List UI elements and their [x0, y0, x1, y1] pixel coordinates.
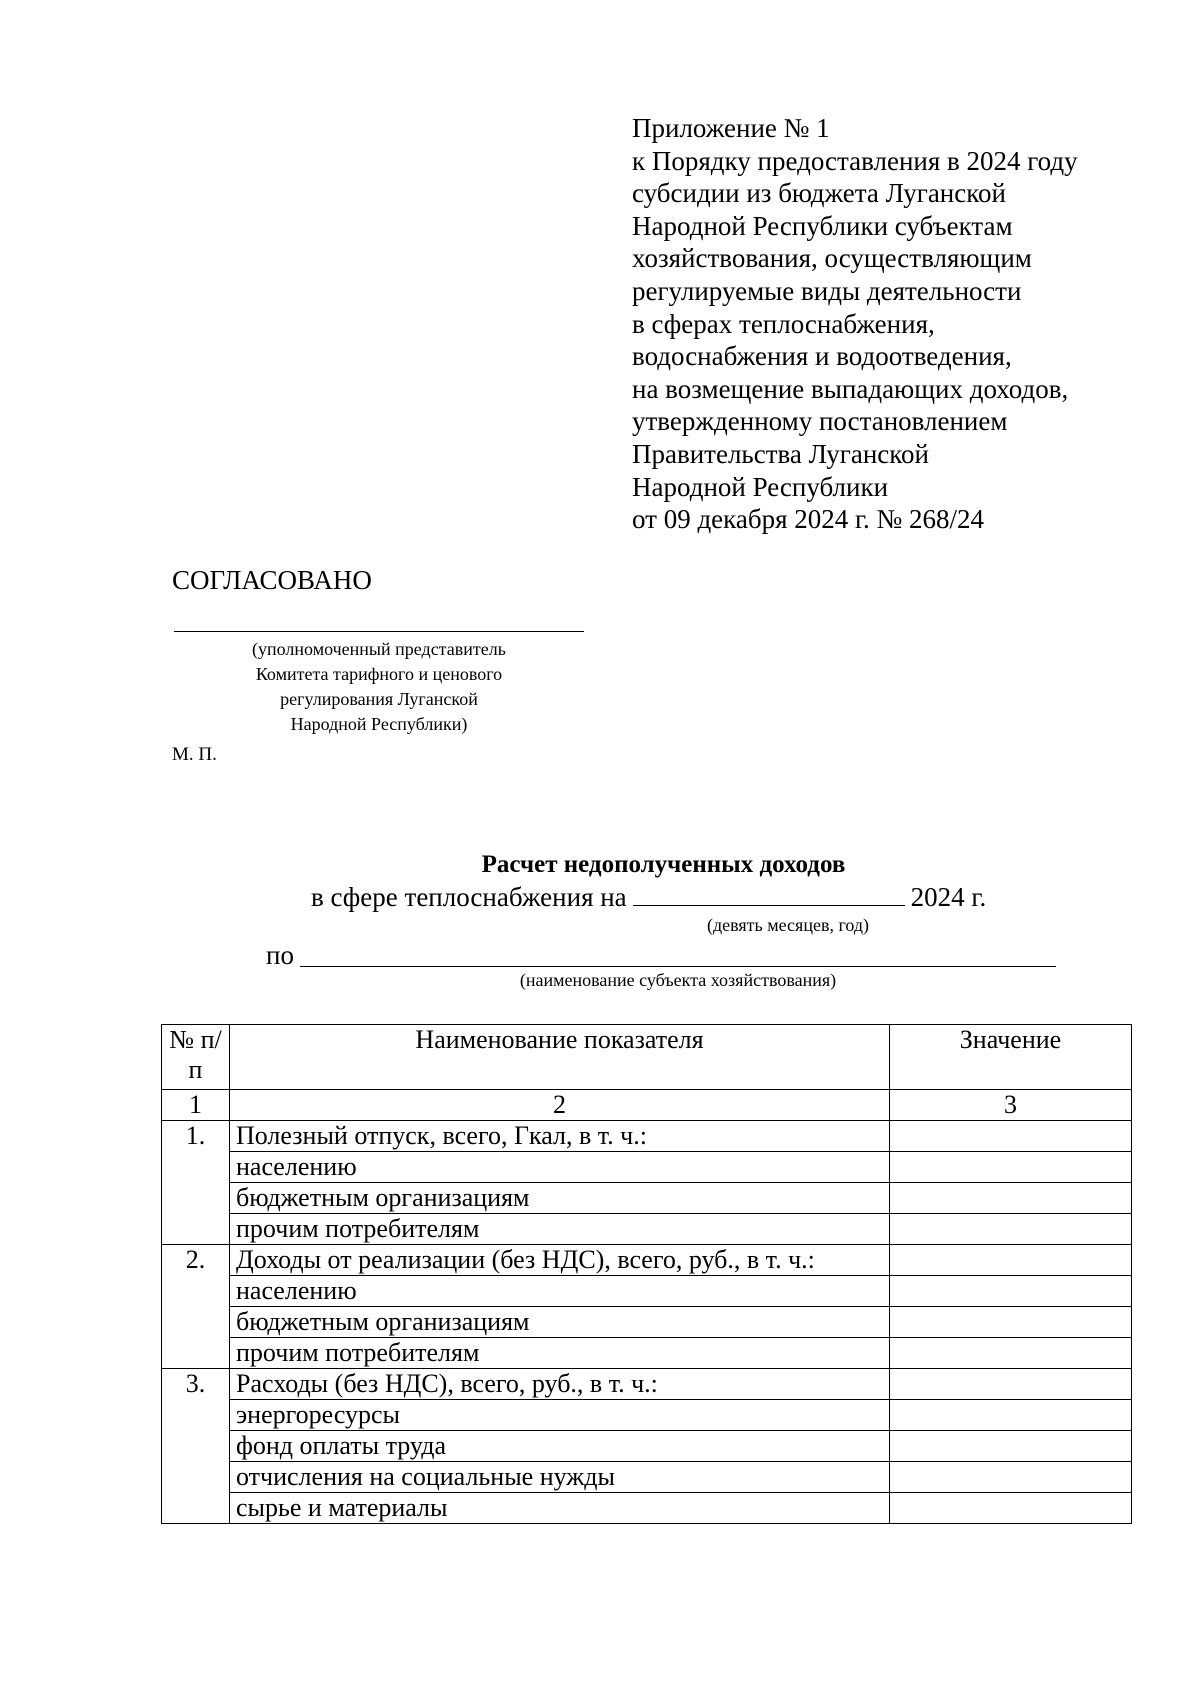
table-row — [162, 1307, 1132, 1338]
entity-label: по — [266, 940, 294, 970]
signature-caption — [174, 637, 584, 737]
indicator-cell: Полезный отпуск, всего, Гкал, в т. ч.: — [230, 1121, 890, 1152]
value-cell[interactable] — [890, 1431, 1132, 1462]
value-cell[interactable] — [890, 1121, 1132, 1152]
appendix-line: Приложение № 1 — [632, 113, 830, 143]
table-row — [162, 1462, 1132, 1493]
value-cell[interactable] — [890, 1493, 1132, 1524]
header-value: Значение — [890, 1025, 1132, 1090]
period-line — [311, 882, 986, 913]
row-number: 2. — [162, 1245, 230, 1369]
value-cell[interactable] — [890, 1400, 1132, 1431]
calculation-table — [161, 1024, 1132, 1524]
indicator-cell: сырье и материалы — [230, 1493, 890, 1524]
appendix-line: утвержденному постановлением — [632, 406, 1008, 437]
table-row — [162, 1369, 1132, 1400]
period-prefix: в сфере теплоснабжения на — [311, 882, 627, 912]
header-indicator: Наименование показателя — [230, 1025, 890, 1090]
value-cell[interactable] — [890, 1338, 1132, 1369]
indicator-cell: бюджетным организациям — [230, 1183, 890, 1214]
indicator-cell: энергоресурсы — [230, 1400, 890, 1431]
indicator-cell: отчисления на социальные нужды — [230, 1462, 890, 1493]
appendix-line: хозяйствования, осуществляющим — [632, 243, 1032, 274]
appendix-line: от 09 декабря 2024 г. № 268/24 — [632, 504, 985, 535]
table-row — [162, 1431, 1132, 1462]
appendix-line: регулируемые виды деятельности — [632, 275, 1022, 306]
value-cell[interactable] — [890, 1183, 1132, 1214]
indicator-cell: прочим потребителям — [230, 1338, 890, 1369]
row-number: 1. — [162, 1121, 230, 1245]
approval-heading: СОГЛАСОВАНО — [172, 565, 372, 595]
value-cell[interactable] — [890, 1214, 1132, 1245]
signature-caption-line: Комитета тарифного и ценового — [255, 664, 503, 684]
table-row — [162, 1183, 1132, 1214]
appendix-line: Народной Республики — [632, 471, 889, 502]
value-cell[interactable] — [890, 1276, 1132, 1307]
signature-caption-line: Народной Республики) — [290, 714, 468, 734]
table-row — [162, 1152, 1132, 1183]
indicator-cell: Доходы от реализации (без НДС), всего, руб., в т. ч.: — [230, 1245, 890, 1276]
indicator-cell: населению — [230, 1276, 890, 1307]
signature-line — [174, 631, 584, 632]
table-row — [162, 1214, 1132, 1245]
column-number: 2 — [230, 1090, 890, 1121]
table-row — [162, 1276, 1132, 1307]
appendix-line: на возмещение выпадающих доходов, — [632, 373, 1069, 404]
period-suffix: 2024 г. — [910, 882, 987, 912]
indicator-cell: фонд оплаты труда — [230, 1431, 890, 1462]
indicator-cell: населению — [230, 1152, 890, 1183]
appendix-line: в сферах теплоснабжения, — [632, 308, 935, 339]
row-number: 3. — [162, 1369, 230, 1524]
value-cell[interactable] — [890, 1245, 1132, 1276]
indicator-cell: Расходы (без НДС), всего, руб., в т. ч.: — [230, 1369, 890, 1400]
appendix-line: субсидии из бюджета Луганской — [632, 178, 1006, 209]
signature-caption-line: регулирования Луганской — [280, 689, 478, 709]
signature-caption-line: (уполномоченный представитель — [252, 639, 506, 659]
table-row — [162, 1400, 1132, 1431]
indicator-cell: бюджетным организациям — [230, 1307, 890, 1338]
appendix-line: Народной Республики субъектам — [632, 210, 1013, 241]
header-number: № п/п — [162, 1025, 230, 1090]
indicator-cell: прочим потребителям — [230, 1214, 890, 1245]
value-cell[interactable] — [890, 1462, 1132, 1493]
entity-blank-field[interactable] — [300, 966, 1056, 967]
table-row — [162, 1245, 1132, 1276]
column-number: 1 — [162, 1090, 230, 1121]
period-caption: (девять месяцев, год) — [706, 915, 870, 935]
column-number: 3 — [890, 1090, 1132, 1121]
calculation-title: Расчет недополученных доходов — [481, 851, 846, 878]
value-cell[interactable] — [890, 1369, 1132, 1400]
value-cell[interactable] — [890, 1152, 1132, 1183]
entity-caption: (наименование субъекта хозяйствования) — [519, 970, 837, 990]
table-row — [162, 1121, 1132, 1152]
table-row — [162, 1338, 1132, 1369]
period-blank-field[interactable] — [633, 883, 905, 906]
value-cell[interactable] — [890, 1307, 1132, 1338]
appendix-header — [632, 112, 1152, 536]
appendix-line: Правительства Луганской — [632, 438, 929, 469]
stamp-place: М. П. — [172, 744, 217, 765]
table-row — [162, 1493, 1132, 1524]
appendix-line: к Порядку предоставления в 2024 году — [632, 145, 1078, 176]
appendix-line: водоснабжения и водоотведения, — [632, 341, 1012, 372]
